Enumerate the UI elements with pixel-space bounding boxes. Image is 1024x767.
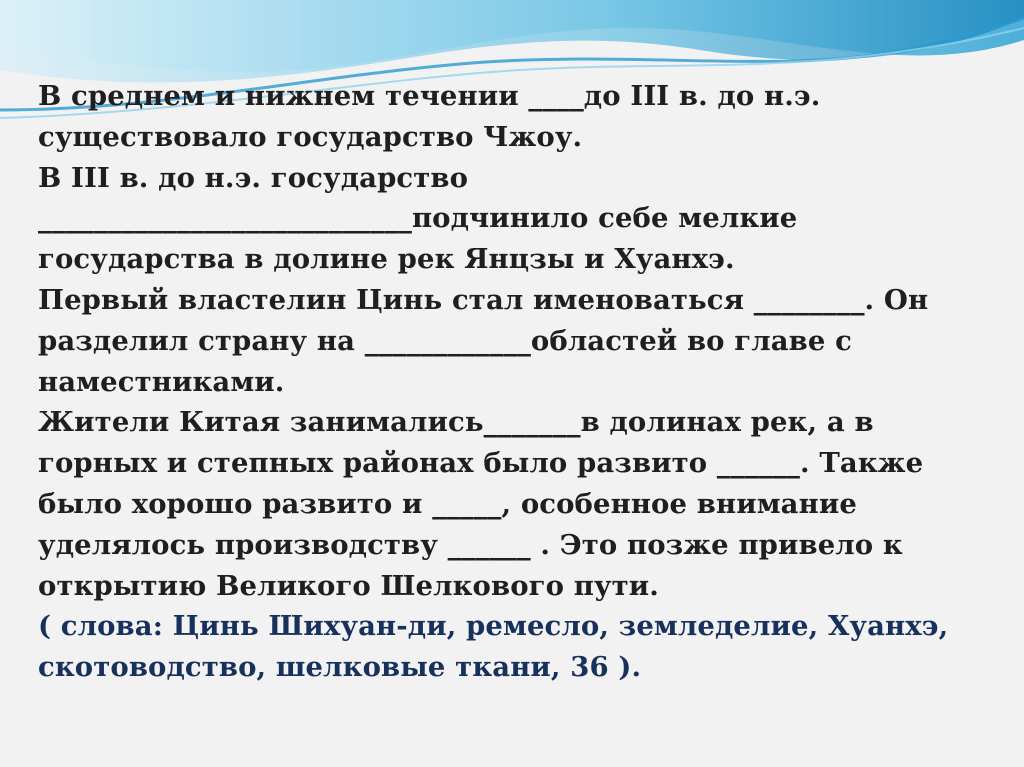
- text-line: наместниками.: [38, 365, 285, 398]
- text-line: разделил страну на ____________областей во главе с: [38, 324, 852, 357]
- text-line: ___________________________подчинило себе мелкие: [38, 202, 798, 235]
- text-line: Жители Китая занимались_______в долинах рек, а в: [38, 406, 874, 439]
- word-bank-line: скотоводство, шелковые ткани, 36 ).: [38, 651, 642, 684]
- text-line: Первый властелин Цинь стал именоваться ________. Он: [38, 283, 929, 316]
- text-line: существовало государство Чжоу.: [38, 120, 583, 153]
- text-line: В III в. до н.э. государство: [38, 161, 469, 194]
- text-line: открытию Великого Шелкового пути.: [38, 569, 659, 602]
- slide-text-body: [38, 76, 998, 688]
- text-line: уделялось производству ______ . Это позже привело к: [38, 528, 903, 561]
- text-line: государства в долине рек Янцзы и Хуанхэ.: [38, 243, 735, 276]
- text-line: горных и степных районах было развито ______. Также: [38, 447, 924, 480]
- text-line: было хорошо развито и _____, особенное внимание: [38, 487, 857, 520]
- word-bank-line: ( слова: Цинь Шихуан-ди, ремесло, земледелие, Хуанхэ,: [38, 610, 949, 643]
- text-line: В среднем и нижнем течении ____до III в. до н.э.: [38, 80, 821, 112]
